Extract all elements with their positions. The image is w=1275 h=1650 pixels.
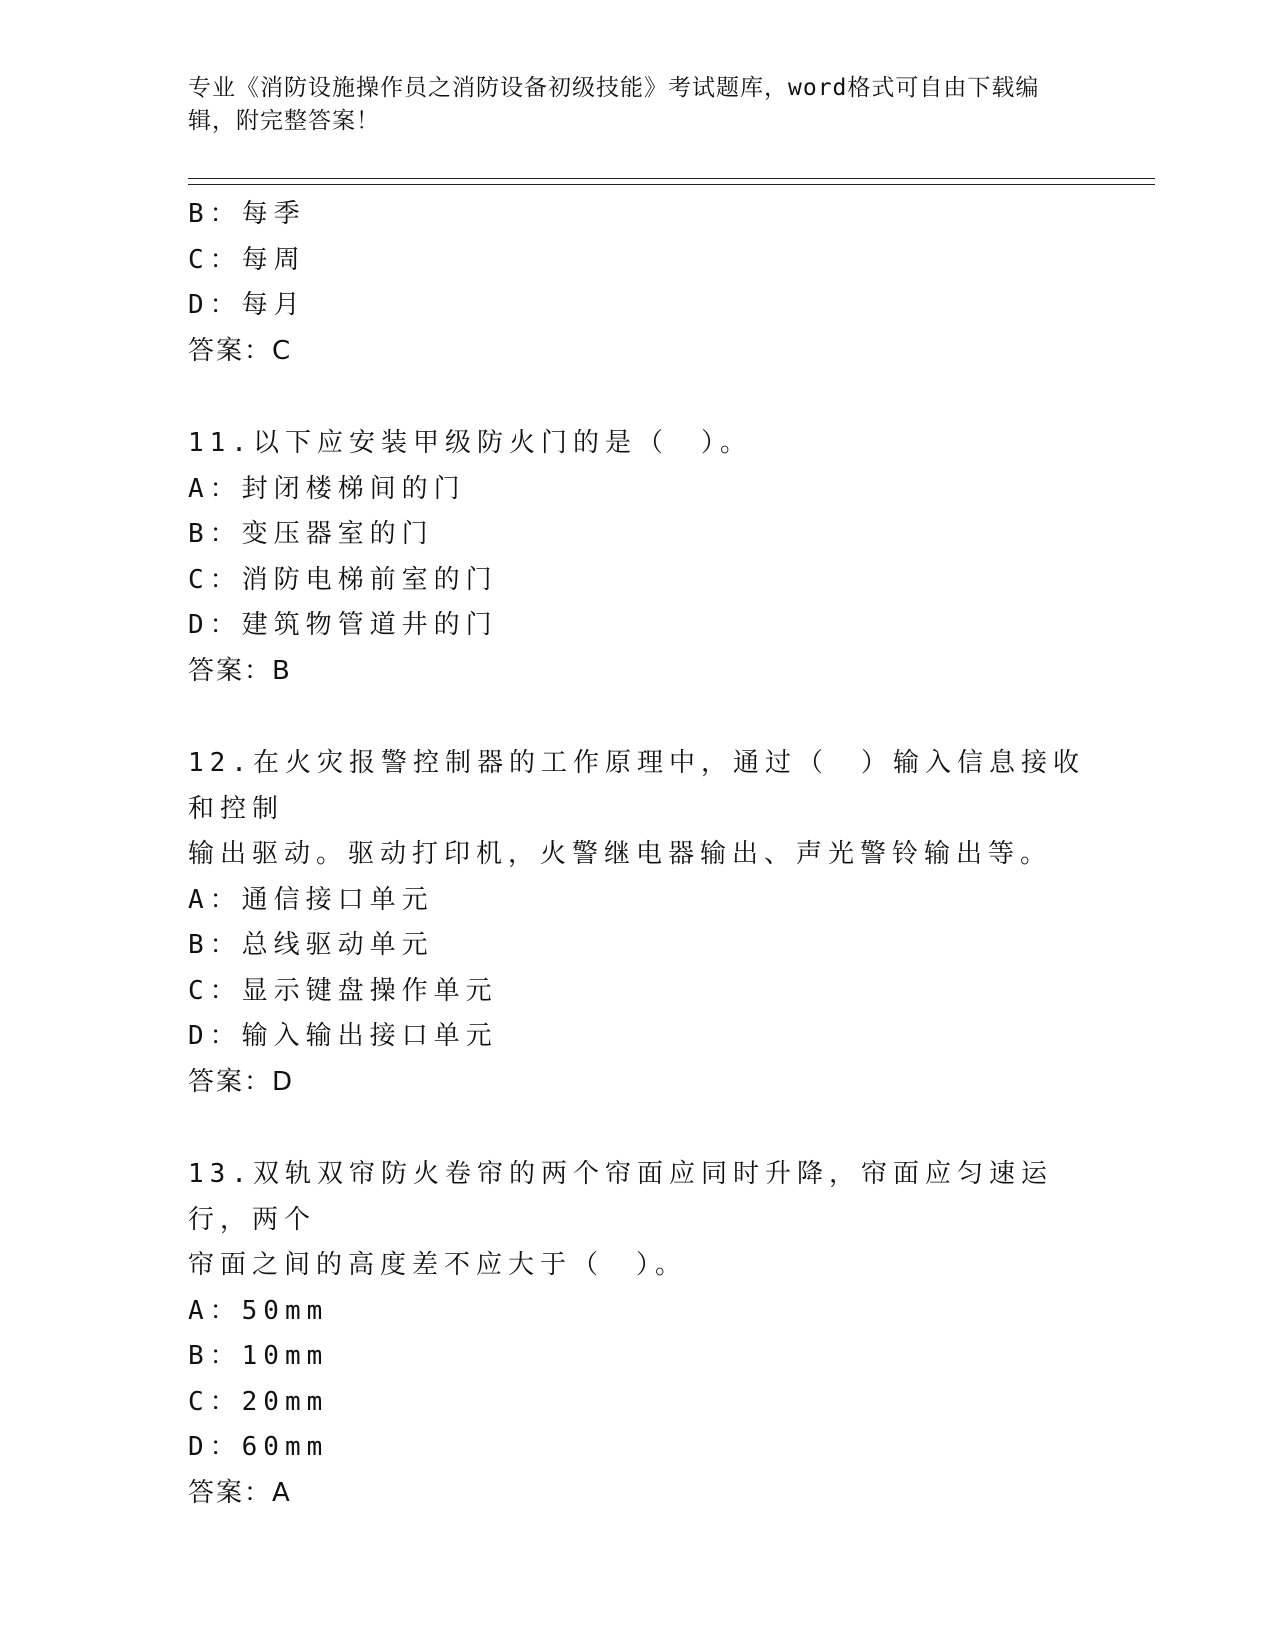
prev-question-tail <box>188 192 1108 374</box>
question-text-line-1: 13.双轨双帘防火卷帘的两个帘面应同时升降，帘面应匀速运行，两个 <box>188 1159 1053 1235</box>
document-header <box>188 72 1088 138</box>
question-12 <box>188 741 1108 1105</box>
option-a: A：封闭楼梯间的门 <box>188 473 466 504</box>
question-11 <box>188 421 1108 694</box>
option-b: B：每季 <box>188 199 306 229</box>
question-text-line-2: 帘面之间的高度差不应大于（ ）。 <box>188 1250 688 1280</box>
option-c: C：每周 <box>188 244 306 275</box>
option-d: D：每月 <box>188 290 306 320</box>
header-line-2: 辑，附完整答案！ <box>188 108 380 134</box>
question-text: 11.以下应安装甲级防火门的是（ ）。 <box>188 428 752 458</box>
option-c: C：显示键盘操作单元 <box>188 975 498 1006</box>
option-d: D：建筑物管道井的门 <box>188 610 498 640</box>
header-line-1: 专业《消防设施操作员之消防设备初级技能》考试题库，word格式可自由下载编 <box>188 75 1040 101</box>
question-13 <box>188 1152 1108 1516</box>
question-text-line-2: 输出驱动。驱动打印机，火警继电器输出、声光警铃输出等。 <box>188 839 1053 869</box>
answer-line: 答案：D <box>188 1066 295 1097</box>
answer-line: 答案：C <box>188 335 293 366</box>
option-c: C：消防电梯前室的门 <box>188 564 498 595</box>
document-body <box>188 192 1108 1516</box>
option-b: B：变压器室的门 <box>188 519 434 549</box>
option-a: A：50mm <box>188 1295 329 1326</box>
option-a: A：通信接口单元 <box>188 884 434 915</box>
answer-line: 答案：B <box>188 655 292 686</box>
question-text-line-1: 12.在火灾报警控制器的工作原理中，通过（ ）输入信息接收和控制 <box>188 748 1085 824</box>
option-d: D：输入输出接口单元 <box>188 1021 498 1051</box>
option-d: D：60mm <box>188 1432 329 1462</box>
option-c: C：20mm <box>188 1386 329 1417</box>
option-b: B：总线驱动单元 <box>188 930 434 960</box>
header-divider <box>188 178 1155 185</box>
answer-line: 答案：A <box>188 1477 292 1508</box>
option-b: B：10mm <box>188 1341 329 1371</box>
